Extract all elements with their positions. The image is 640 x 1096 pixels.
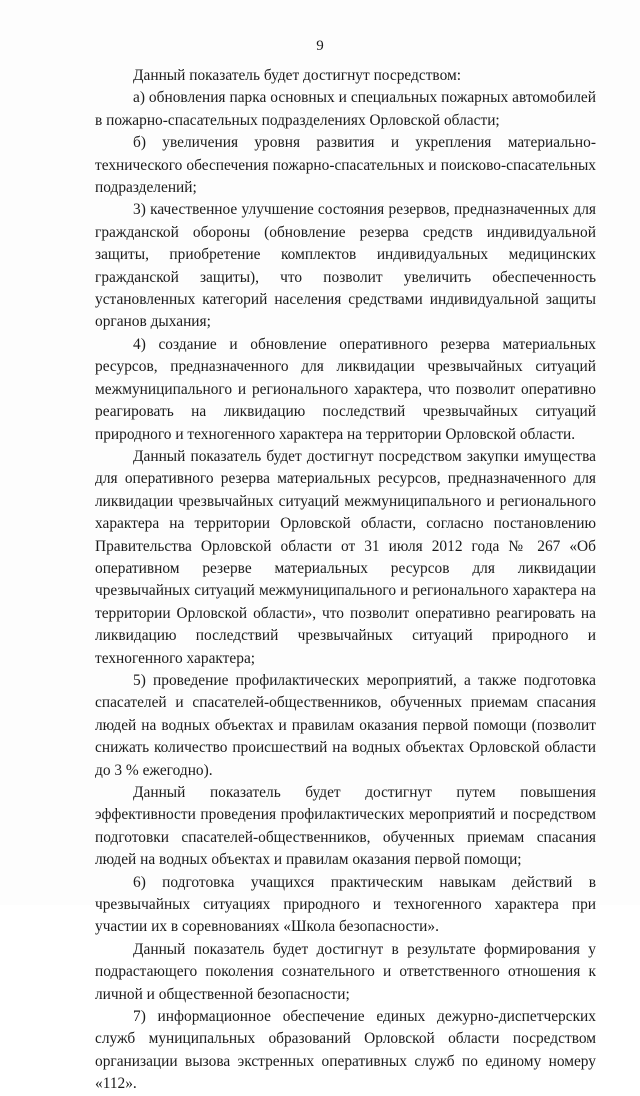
- paragraph-item-a: а) обновления парка основных и специальных пожарных автомобилей в пожарно-спасательных подразделениях Орловской области;: [95, 89, 596, 129]
- paragraph-item-6-details: Данный показатель будет достигнут в результате формирования у подрастающего поколения сознательного и ответственного отношения к личной и общественной безопасности;: [95, 940, 596, 1003]
- paragraph-item-4: 4) создание и обновление оперативного резерва материальных ресурсов, предназначенного для ликвидации чрезвычайных ситуаций межмуниципального и регионального характера, что позволит оперативно реагировать на ликвидацию последствий чрезвычайных ситуаций природного и техногенного характера на территории Орловской области.: [95, 335, 596, 443]
- paragraph-item-3: 3) качественное улучшение состояния резервов, предназначенных для гражданской обороны (обновление резерва средств индивидуальной защиты, приобретение комплектов индивидуальных медицинских гражданской защиты), что позволит увеличить обеспеченность установленных категорий населения средствами индивидуальной защиты органов дыхания;: [95, 201, 596, 331]
- paragraph-intro: Данный показатель будет достигнут посредством:: [133, 67, 462, 84]
- paragraph-item-7: 7) информационное обеспечение единых дежурно-диспетчерских служб муниципальных образований Орловской области посредством организации вызова экстренных оперативных служб по единому номеру «112».: [95, 1008, 596, 1093]
- paragraph-item-6: 6) подготовка учащихся практическим навыкам действий в чрезвычайных ситуациях природного и техногенного характера при участии их в соревнованиях «Школа безопасности».: [95, 873, 596, 936]
- paragraph-item-5-details: Данный показатель будет достигнут путем повышения эффективности проведения профилактических мероприятий и посредством подготовки спасателей-общественников, обученных приемам спасания людей на водных объектах и правилам оказания первой помощи;: [95, 784, 596, 869]
- paragraph-item-5: 5) проведение профилактических мероприятий, а также подготовка спасателей и спасателей-общественников, обученных приемам спасания людей на водных объектах и правилам оказания первой помощи (позволит снижать количество происшествий на водных объектах Орловской области до 3 % ежегодно).: [95, 671, 596, 779]
- document-body: [95, 65, 596, 1096]
- page-number: 9: [316, 38, 324, 54]
- paragraph-item-4-details: Данный показатель будет достигнут посредством закупки имущества для оперативного резерва материальных ресурсов, предназначенного для ликвидации чрезвычайных ситуаций межмуниципального и регионального характера на территории Орловской области, согласно постановлению Правительства Орловской области от 31 июля 2012 года № 267 «Об оперативном резерве материальных ресурсов для ликвидации чрезвычайных ситуаций межмуниципального и регионального характера на территории Орловской области», что позволит оперативно реагировать на ликвидацию последствий чрезвычайных ситуаций природного и техногенного характера;: [95, 447, 596, 667]
- paragraph-item-b: б) увеличения уровня развития и укрепления материально-технического обеспечения пожарно-спасательных и поисково-спасательных подразделений;: [95, 134, 596, 197]
